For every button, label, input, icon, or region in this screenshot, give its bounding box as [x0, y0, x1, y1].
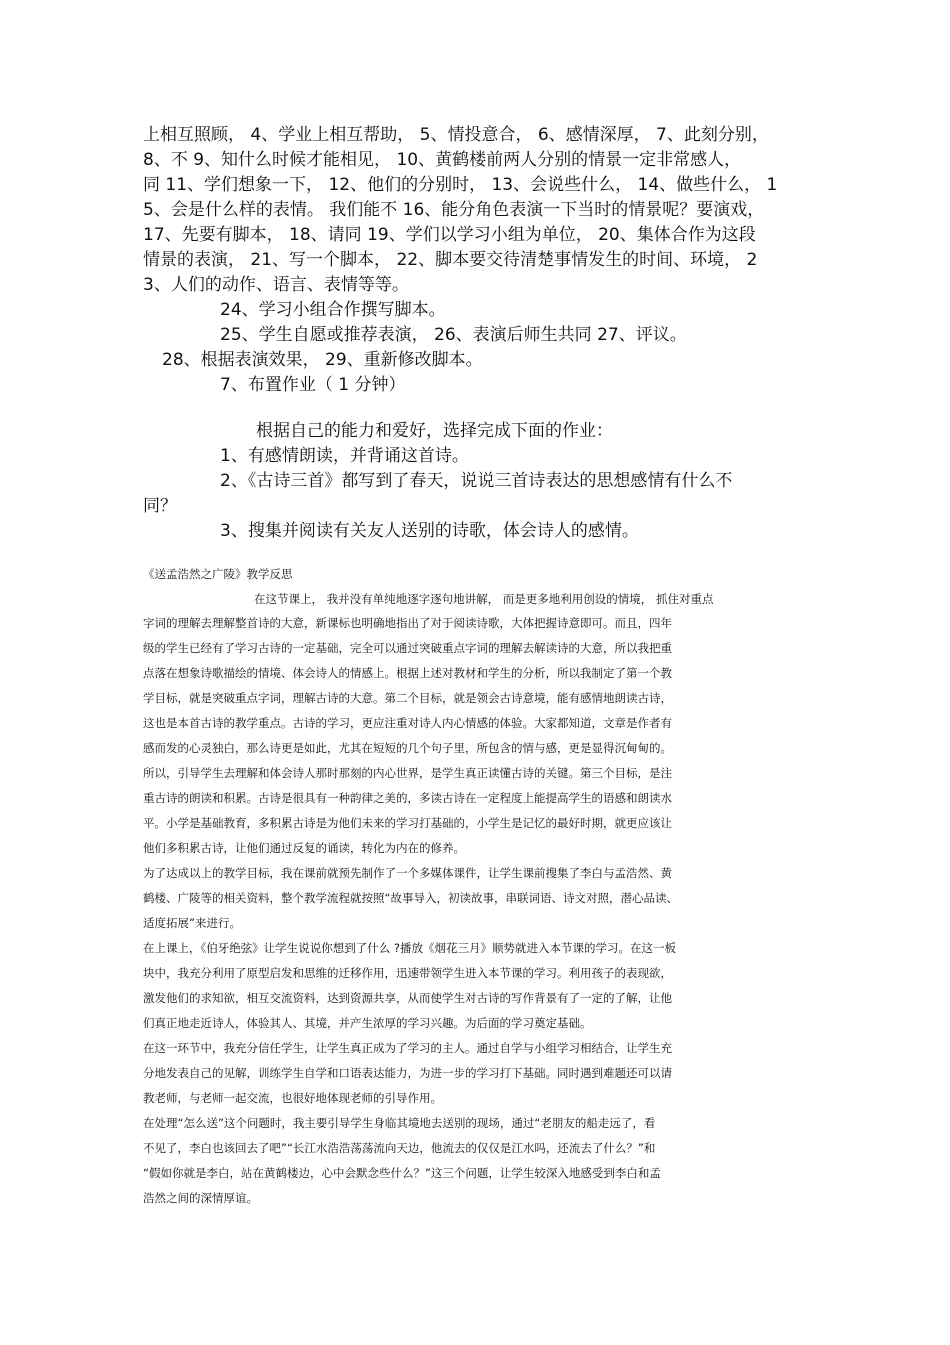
reflection-line: 为了达成以上的教学目标，我在课前就预先制作了一个多媒体课件，让学生课前搜集了李白与孟浩然、黄: [143, 866, 672, 880]
lesson-line: 5、会是什么样的表情。 我们能不 16、能分角色表演一下当时的情景呢？要演戏，: [143, 200, 765, 220]
reflection-line: 在这一环节中，我充分信任学生，让学生真正成为了学习的主人。通过自学与小组学习相结合，让学生充: [143, 1041, 672, 1055]
reflection-line: 这也是本首古诗的教学重点。古诗的学习，更应注重对诗人内心情感的体验。大家都知道，文章是作者有: [143, 716, 672, 730]
reflection-line: “假如你就是李白，站在黄鹤楼边，心中会默念些什么？”这三个问题，让学生较深入地感受到李白和孟: [143, 1166, 661, 1180]
reflection-line: 感而发的心灵独白，那么诗更是如此，尤其在短短的几个句子里，所包含的情与感，更是显得沉甸甸的。: [143, 741, 672, 755]
reflection-line: 们真正地走近诗人，体验其人、其境，并产生浓厚的学习兴趣。为后面的学习奠定基础。: [143, 1016, 592, 1030]
reflection-line: 在上课上，《伯牙绝弦》让学生说说你想到了什么 ?播放《烟花三月》顺势就进入本节课的学习。在这一板: [143, 941, 677, 955]
lesson-line: 情景的表演， 21、写一个脚本， 22、脚本要交待清楚事情发生的时间、环境， 2: [143, 250, 758, 270]
reflection-line: 点落在想象诗歌描绘的情境、体会诗人的情感上。根据上述对教材和学生的分析，所以我制定了第一个教: [143, 666, 672, 680]
lesson-line: 同 11、学们想象一下， 12、他们的分别时， 13、会说些什么， 14、做些什么， 1: [143, 175, 778, 195]
reflection-line: 在处理“怎么送”这个问题时，我主要引导学生身临其境地去送别的现场，通过“老朋友的船走远了，看: [143, 1116, 656, 1130]
lesson-line: 8、不 9、知什么时候才能相见， 10、黄鹤楼前两人分别的情景一定非常感人，: [143, 150, 742, 170]
reflection-line: 分地发表自己的见解，训练学生自学和口语表达能力，为进一步的学习打下基础。同时遇到难题还可以请: [143, 1066, 672, 1080]
reflection-line: 适度拓展”来进行。: [143, 916, 241, 930]
lesson-line: 25、学生自愿或推荐表演， 26、表演后师生共同 27、评议。: [220, 325, 687, 345]
reflection-line: 所以，引导学生去理解和体会诗人那时那刻的内心世界，是学生真正读懂古诗的关键。第三个目标，是注: [143, 766, 672, 780]
lesson-line: 17、先要有脚本， 18、请同 19、学们以学习小组为单位， 20、集体合作为这段: [143, 225, 756, 245]
lesson-line: 上相互照顾， 4、学业上相互帮助， 5、情投意合， 6、感情深厚， 7、此刻分别，: [143, 125, 769, 145]
reflection-title: 《送孟浩然之广陵》教学反思: [143, 567, 293, 581]
reflection-line: 重古诗的朗读和积累。古诗是很具有一种韵律之美的，多读古诗在一定程度上能提高学生的语感和朗读水: [143, 791, 672, 805]
reflection-line: 在这节课上， 我并没有单纯地逐字逐句地讲解， 而是更多地利用创设的情境， 抓住对重点: [254, 592, 714, 606]
lesson-line: 1、有感情朗读，并背诵这首诗。: [220, 446, 469, 466]
lesson-line: 同？: [143, 496, 177, 516]
reflection-line: 教老师，与老师一起交流，也很好地体现老师的引导作用。: [143, 1091, 442, 1105]
reflection-line: 学目标，就是突破重点字词，理解古诗的大意。第二个目标，就是领会古诗意境，能有感情地朗读古诗，: [143, 691, 672, 705]
reflection-line: 浩然之间的深情厚谊。: [143, 1191, 258, 1205]
reflection-line: 级的学生已经有了学习古诗的一定基础，完全可以通过突破重点字词的理解去解读诗的大意，所以我把重: [143, 641, 672, 655]
lesson-line: 24、学习小组合作撰写脚本。: [220, 300, 446, 320]
reflection-line: 他们多积累古诗，让他们通过反复的诵读，转化为内在的修养。: [143, 841, 465, 855]
reflection-line: 平。小学是基础教育，多积累古诗是为他们未来的学习打基础的，小学生是记忆的最好时期，就更应该让: [143, 816, 672, 830]
lesson-line: 根据自己的能力和爱好，选择完成下面的作业：: [256, 421, 613, 441]
reflection-line: 字词的理解去理解整首诗的大意，新课标也明确地指出了对于阅读诗歌，大体把握诗意即可。而且，四年: [143, 616, 672, 630]
reflection-line: 激发他们的求知欲，相互交流资料，达到资源共享，从而使学生对古诗的写作背景有了一定的了解，让他: [143, 991, 672, 1005]
lesson-line: 3、人们的动作、语言、表情等等。: [143, 275, 409, 295]
reflection-line: 块中，我充分利用了原型启发和思维的迁移作用，迅速带领学生进入本节课的学习。利用孩子的表现欲，: [143, 966, 672, 980]
lesson-line: 7、布置作业（ 1 分钟）: [220, 375, 406, 395]
reflection-line: 不见了，李白也该回去了吧”“长江水浩浩荡荡流向天边，他流去的仅仅是江水吗，还流去了什么？”和: [143, 1141, 656, 1155]
reflection-line: 鹤楼、广陵等的相关资料，整个教学流程就按照“故事导入，初读故事，串联词语、诗文对照，潜心品读、: [143, 891, 678, 905]
lesson-line: 2、《古诗三首》都写到了春天，说说三首诗表达的思想感情有什么不: [220, 471, 733, 491]
lesson-line: 28、根据表演效果， 29、重新修改脚本。: [162, 350, 483, 370]
lesson-line: 3、搜集并阅读有关友人送别的诗歌，体会诗人的感情。: [220, 521, 639, 541]
